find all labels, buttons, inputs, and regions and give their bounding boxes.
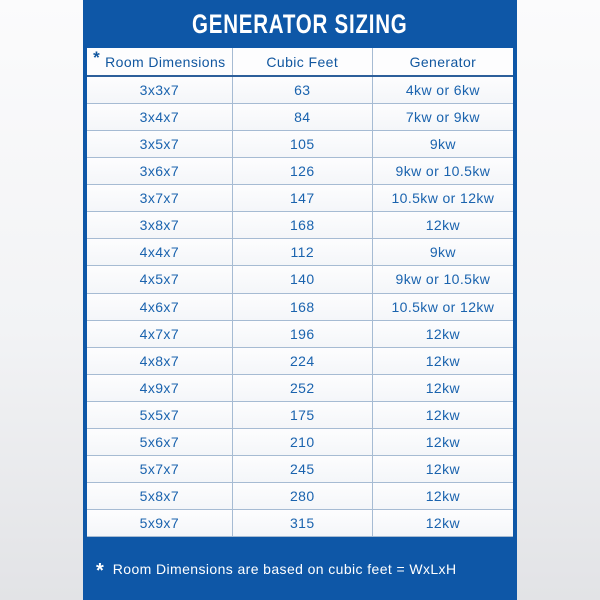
cell-value: 315 (289, 515, 315, 532)
cell-room-dimensions (87, 131, 233, 157)
cell-cubic-feet (233, 348, 373, 374)
table-row (87, 131, 513, 158)
cell-cubic-feet (233, 510, 373, 536)
cell-room-dimensions (87, 375, 233, 401)
cell-value: 12kw (425, 515, 461, 532)
cell-room-dimensions (87, 77, 233, 103)
cell-generator (373, 77, 513, 103)
cell-value: 9kw or 10.5kw (395, 163, 491, 180)
table-row (87, 185, 513, 212)
cell-value: 12kw (425, 379, 461, 396)
cell-generator (373, 402, 513, 428)
cell-value: 7kw or 9kw (405, 109, 480, 126)
cell-cubic-feet (233, 402, 373, 428)
cell-cubic-feet (233, 375, 373, 401)
cell-value: 10.5kw or 12kw (391, 298, 495, 315)
cell-generator (373, 185, 513, 211)
cell-value: 4x8x7 (139, 352, 180, 369)
cell-generator (373, 483, 513, 509)
cell-cubic-feet (233, 212, 373, 238)
cell-room-dimensions (87, 294, 233, 320)
column-header-label: Room Dimensions (105, 53, 226, 70)
cell-generator (373, 429, 513, 455)
cell-room-dimensions (87, 158, 233, 184)
table-row (87, 510, 513, 537)
column-header-label: Generator (409, 53, 477, 70)
cell-value: 252 (289, 379, 315, 396)
cell-generator (373, 266, 513, 292)
cell-cubic-feet (233, 456, 373, 482)
cell-value: 12kw (425, 352, 461, 369)
cell-room-dimensions (87, 456, 233, 482)
table-row (87, 321, 513, 348)
cell-cubic-feet (233, 483, 373, 509)
cell-value: 196 (289, 325, 315, 342)
column-header-generator (373, 48, 513, 75)
cell-value: 4x5x7 (139, 271, 180, 288)
table-row (87, 402, 513, 429)
cell-value: 4kw or 6kw (405, 82, 480, 99)
page-title: GENERATOR SIZING (192, 8, 408, 39)
asterisk-marker: * (96, 560, 104, 582)
cell-generator (373, 131, 513, 157)
cell-room-dimensions (87, 348, 233, 374)
cell-cubic-feet (233, 185, 373, 211)
column-header-cubic-feet (233, 48, 373, 75)
cell-cubic-feet (233, 429, 373, 455)
cell-cubic-feet (233, 321, 373, 347)
cell-value: 280 (289, 487, 315, 504)
cell-room-dimensions (87, 239, 233, 265)
cell-value: 9kw (429, 136, 456, 153)
cell-value: 5x5x7 (139, 406, 180, 423)
cell-cubic-feet (233, 158, 373, 184)
cell-room-dimensions (87, 185, 233, 211)
cell-generator (373, 239, 513, 265)
cell-cubic-feet (233, 104, 373, 130)
cell-value: 3x5x7 (139, 136, 180, 153)
cell-cubic-feet (233, 294, 373, 320)
cell-value: 3x3x7 (139, 82, 180, 99)
cell-room-dimensions (87, 104, 233, 130)
cell-value: 9kw or 10.5kw (395, 271, 491, 288)
cell-value: 3x8x7 (139, 217, 180, 234)
cell-room-dimensions (87, 429, 233, 455)
cell-value: 147 (289, 190, 315, 207)
cell-value: 12kw (425, 460, 461, 477)
cell-value: 4x6x7 (139, 298, 180, 315)
footnote-band (83, 537, 517, 600)
cell-value: 5x9x7 (139, 515, 180, 532)
table-row (87, 375, 513, 402)
cell-generator (373, 212, 513, 238)
sizing-table (87, 48, 513, 537)
table-row (87, 294, 513, 321)
footnote-text: Room Dimensions are based on cubic feet = WxLxH (112, 560, 457, 577)
table-row (87, 158, 513, 185)
cell-cubic-feet (233, 77, 373, 103)
cell-value: 245 (289, 460, 315, 477)
table-row (87, 483, 513, 510)
table-row (87, 104, 513, 131)
cell-value: 12kw (425, 487, 461, 504)
cell-cubic-feet (233, 239, 373, 265)
cell-room-dimensions (87, 212, 233, 238)
table-row (87, 429, 513, 456)
cell-room-dimensions (87, 402, 233, 428)
cell-value: 3x4x7 (139, 109, 180, 126)
cell-generator (373, 348, 513, 374)
table-row (87, 239, 513, 266)
cell-value: 105 (289, 136, 315, 153)
cell-value: 168 (289, 217, 315, 234)
cell-value: 5x7x7 (139, 460, 180, 477)
cell-generator (373, 294, 513, 320)
cell-value: 4x4x7 (139, 244, 180, 261)
cell-value: 9kw (429, 244, 456, 261)
cell-value: 168 (289, 298, 315, 315)
column-header-room-dimensions (87, 48, 233, 75)
table-header-row (87, 48, 513, 77)
asterisk-marker: * (93, 48, 101, 67)
cell-value: 210 (289, 433, 315, 450)
table-row (87, 212, 513, 239)
cell-value: 175 (289, 406, 315, 423)
cell-cubic-feet (233, 266, 373, 292)
cell-value: 3x7x7 (139, 190, 180, 207)
cell-value: 112 (290, 244, 315, 261)
cell-value: 10.5kw or 12kw (391, 190, 495, 207)
table-row (87, 348, 513, 375)
cell-value: 126 (289, 163, 315, 180)
cell-room-dimensions (87, 510, 233, 536)
cell-generator (373, 375, 513, 401)
cell-value: 140 (289, 271, 315, 288)
cell-room-dimensions (87, 483, 233, 509)
cell-value: 12kw (425, 433, 461, 450)
cell-room-dimensions (87, 321, 233, 347)
cell-value: 12kw (425, 217, 461, 234)
cell-value: 4x9x7 (139, 379, 180, 396)
cell-value: 63 (294, 82, 311, 99)
column-header-label: Cubic Feet (266, 53, 339, 70)
table-row (87, 266, 513, 293)
cell-generator (373, 104, 513, 130)
cell-room-dimensions (87, 266, 233, 292)
title-band (83, 0, 517, 48)
cell-generator (373, 321, 513, 347)
cell-generator (373, 456, 513, 482)
cell-value: 3x6x7 (139, 163, 180, 180)
cell-value: 84 (294, 109, 311, 126)
generator-sizing-panel (83, 0, 517, 600)
cell-value: 12kw (425, 406, 461, 423)
cell-cubic-feet (233, 131, 373, 157)
cell-value: 4x7x7 (139, 325, 180, 342)
cell-value: 12kw (425, 325, 461, 342)
table-row (87, 456, 513, 483)
cell-generator (373, 510, 513, 536)
table-row (87, 77, 513, 104)
cell-value: 224 (289, 352, 315, 369)
cell-generator (373, 158, 513, 184)
cell-value: 5x8x7 (139, 487, 180, 504)
cell-value: 5x6x7 (139, 433, 180, 450)
